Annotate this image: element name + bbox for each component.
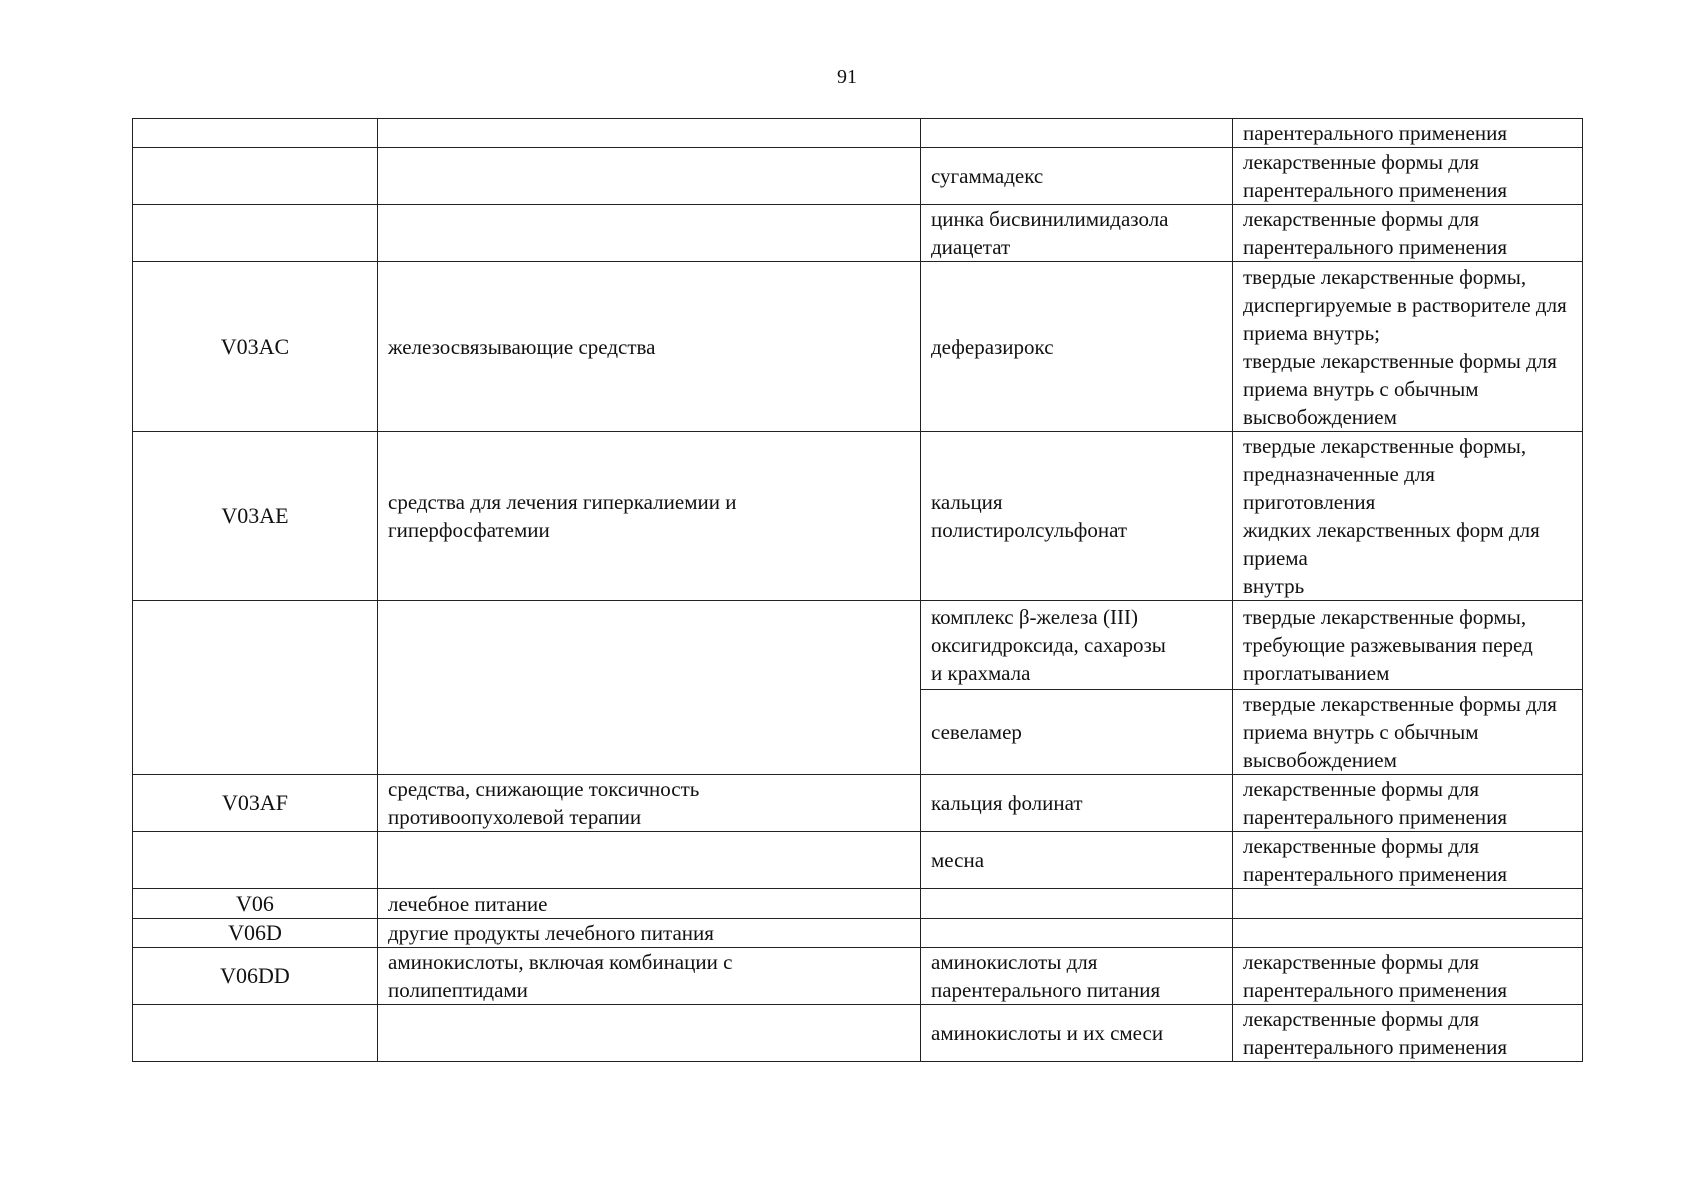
group-cell: средства для лечения гиперкалиемии и гиперфосфатемии xyxy=(378,432,921,601)
table-row xyxy=(133,919,1583,948)
drug-name-cell: комплекс β-железа (III) оксигидроксида, сахарозы и крахмала xyxy=(921,601,1233,690)
dosage-form-cell xyxy=(1233,889,1583,919)
atc-code-cell: V06D xyxy=(133,919,378,948)
atc-code-cell: V06 xyxy=(133,889,378,919)
page-number: 91 xyxy=(837,66,857,88)
dosage-form-cell: твердые лекарственные формы, предназначенные для приготовления жидких лекарственных форм для приема внутрь xyxy=(1233,432,1583,601)
drug-name-cell: аминокислоты для парентерального питания xyxy=(921,948,1233,1005)
atc-code-cell xyxy=(133,832,378,889)
table-row xyxy=(133,148,1583,205)
group-cell: средства, снижающие токсичность противоопухолевой терапии xyxy=(378,775,921,832)
atc-code-cell: V03AE xyxy=(133,432,378,601)
drug-name-cell xyxy=(921,889,1233,919)
table-row xyxy=(133,432,1583,601)
atc-code-cell: V03AC xyxy=(133,262,378,432)
table-row xyxy=(133,1005,1583,1062)
dosage-form-cell: лекарственные формы для парентерального применения xyxy=(1233,1005,1583,1062)
dosage-form-cell: твердые лекарственные формы для приема внутрь с обычным высвобождением xyxy=(1233,690,1583,775)
drug-table xyxy=(132,118,1583,1062)
group-cell xyxy=(378,601,921,775)
drug-name-cell: аминокислоты и их смеси xyxy=(921,1005,1233,1062)
atc-code-cell xyxy=(133,1005,378,1062)
dosage-form-cell: лекарственные формы для парентерального применения xyxy=(1233,148,1583,205)
atc-code-cell: V03AF xyxy=(133,775,378,832)
table-row xyxy=(133,832,1583,889)
table-row xyxy=(133,948,1583,1005)
group-cell xyxy=(378,832,921,889)
group-cell: железосвязывающие средства xyxy=(378,262,921,432)
dosage-form-cell: лекарственные формы для парентерального применения xyxy=(1233,832,1583,889)
drug-name-cell: сугаммадекс xyxy=(921,148,1233,205)
drug-name-cell: деферазирокс xyxy=(921,262,1233,432)
dosage-form-cell: лекарственные формы для парентерального применения xyxy=(1233,205,1583,262)
table-row xyxy=(133,775,1583,832)
dosage-form-cell xyxy=(1233,919,1583,948)
atc-code-cell xyxy=(133,119,378,148)
atc-code-cell xyxy=(133,601,378,775)
drug-name-cell: цинка бисвинилимидазола диацетат xyxy=(921,205,1233,262)
table-row xyxy=(133,601,1583,690)
table-row xyxy=(133,205,1583,262)
group-cell: другие продукты лечебного питания xyxy=(378,919,921,948)
dosage-form-cell: твердые лекарственные формы, диспергируемые в растворителе для приема внутрь; твердые лекарственные формы для приема внутрь с обычным высвобождением xyxy=(1233,262,1583,432)
drug-name-cell: севеламер xyxy=(921,690,1233,775)
dosage-form-cell: парентерального применения xyxy=(1233,119,1583,148)
drug-name-cell xyxy=(921,119,1233,148)
drug-name-cell xyxy=(921,919,1233,948)
atc-code-cell xyxy=(133,205,378,262)
group-cell: аминокислоты, включая комбинации с полипептидами xyxy=(378,948,921,1005)
drug-name-cell: кальция фолинат xyxy=(921,775,1233,832)
dosage-form-cell: лекарственные формы для парентерального применения xyxy=(1233,775,1583,832)
table-row xyxy=(133,119,1583,148)
dosage-form-cell: лекарственные формы для парентерального применения xyxy=(1233,948,1583,1005)
drug-name-cell: кальция полистиролсульфонат xyxy=(921,432,1233,601)
atc-code-cell: V06DD xyxy=(133,948,378,1005)
group-cell xyxy=(378,205,921,262)
drug-name-cell: месна xyxy=(921,832,1233,889)
table-row xyxy=(133,262,1583,432)
atc-code-cell xyxy=(133,148,378,205)
group-cell xyxy=(378,1005,921,1062)
group-cell xyxy=(378,119,921,148)
group-cell: лечебное питание xyxy=(378,889,921,919)
dosage-form-cell: твердые лекарственные формы, требующие разжевывания перед проглатыванием xyxy=(1233,601,1583,690)
table-row xyxy=(133,889,1583,919)
group-cell xyxy=(378,148,921,205)
